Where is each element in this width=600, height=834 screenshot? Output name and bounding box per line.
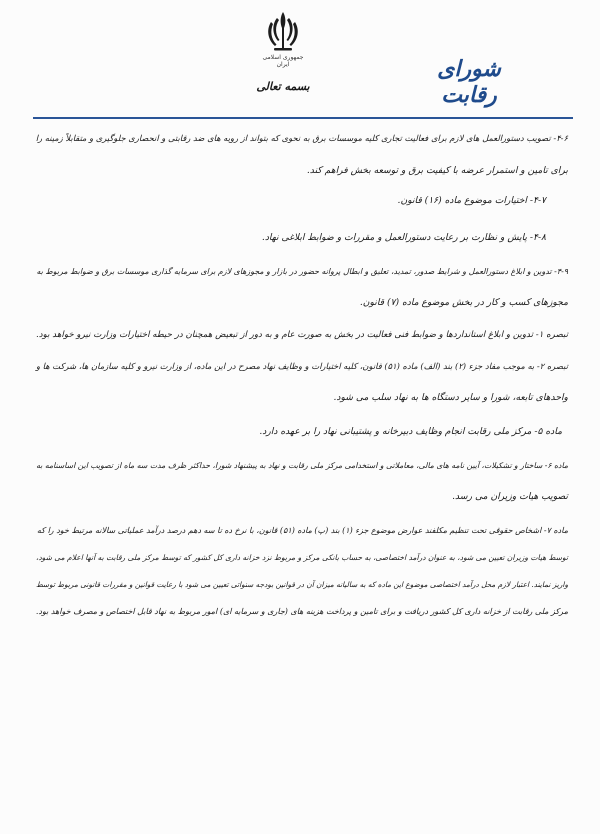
text-line: واریز نمایند. اعتبار لازم محل درآمد اختصاصی موضوع این ماده که به سالیانه میزان آن در قوانین بودجه سنواتی تعیین می شود با رعایت قوانین و مقررات قانونی مربوط توسط (35, 580, 568, 589)
text-line: ۴-۹- تدوین و ابلاغ دستورالعمل و شرایط صدور، تمدید، تعلیق و ابطال پروانه حضور در بازار و مجوزهای لازم برای سرمایه گذاری موسسات برق و ضوابط مربوط به (36, 267, 568, 276)
text-line: تبصره ۲- به موجب مفاد جزء (۲) بند (الف) ماده (۵۱) قانون، کلیه اختیارات و وظایف نهاد مصرح در این ماده، از وزارت نیرو و کلیه سازمان ها، شرکت ها و (35, 361, 568, 371)
text-line: برای تامین و استمرار عرضه با کیفیت برق و توسعه بخش فراهم کند. (306, 165, 568, 176)
emblem-caption: جمهوری اسلامی ایران (262, 54, 304, 68)
paragraph-4-6 (36, 132, 568, 177)
header-divider (33, 117, 573, 119)
text-line: واحدهای تابعه، شورا و سایر دستگاه ها به نهاد سلب می شود. (333, 392, 568, 403)
document-body (36, 128, 568, 618)
national-emblem-icon (260, 8, 306, 54)
text-line: ۴-۷- اختیارات موضوع ماده (۱۶) قانون. (397, 195, 546, 206)
text-line: ۴-۸- پایش و نظارت بر رعایت دستورالعمل و مقررات و ضوابط ابلاغی نهاد. (261, 232, 546, 243)
text-line: تصویب هیات وزیران می رسد. (452, 491, 568, 502)
text-line: مرکز ملی رقابت از خزانه داری کل کشور دریافت و برای تامین و پرداخت هزینه های (جاری و سرمایه ای) امور مربوط به نهاد قابل اختصاص و مصرف خواهد بود. (35, 607, 568, 616)
article-7 (36, 524, 568, 618)
text-line: تبصره ۱- تدوین و ابلاغ استانداردها و ضوابط فنی فعالیت در بخش به صورت عام و به دور از تبعیض همچنان در حیطه اختیارات وزارت نیرو خواهد بود. (36, 330, 568, 340)
paragraph-4-7 (36, 194, 568, 207)
article-6 (36, 459, 568, 503)
paragraph-4-8 (36, 231, 568, 244)
text-line: توسط هیات وزیران تعیین می شود، به عنوان درآمد اختصاصی، به حساب بانکی مرکز و مربوط نزد خزانه داری کل کشور که توسط مرکز ملی رقابت به آنها اعلام می شود، (35, 553, 568, 562)
note-1 (36, 329, 568, 342)
text-line: ماده ۶- ساختار و تشکیلات، آیین نامه های مالی، معاملاتی و استخدامی مرکز ملی رقابت و نهاد به پیشنهاد شورا، حداکثر ظرف مدت سه ماه از تصویب این اساسنامه به (36, 461, 568, 470)
note-2 (36, 360, 568, 404)
text-line: ماده ۷- اشخاص حقوقی تحت تنظیم مکلفند عوارض موضوع جزء (۱) بند (پ) ماده (۵۱) قانون، با نرخ ده تا سه دهم درصد درآمد عملیاتی سالانه مرتبط خود را که (36, 526, 568, 535)
article-5 (36, 425, 568, 438)
paragraph-4-9 (36, 265, 568, 309)
text-line: ۴-۶- تصویب دستورالعمل های لازم برای فعالیت تجاری کلیه موسسات برق به نحوی که بتواند از رویه های ضد رقابتی و انحصاری جلوگیری و متقابلاً زمینه را (35, 133, 568, 143)
basmala-heading: بسمه تعالی (256, 80, 310, 93)
text-line: ماده ۵- مرکز ملی رقابت انجام وظایف دبیرخانه و پشتیبانی نهاد را بر عهده دارد. (259, 426, 562, 437)
text-line: مجوزهای کسب و کار در بخش موضوع ماده (۷) قانون. (359, 297, 568, 308)
council-logo-title: شورای رقابت (437, 56, 501, 108)
